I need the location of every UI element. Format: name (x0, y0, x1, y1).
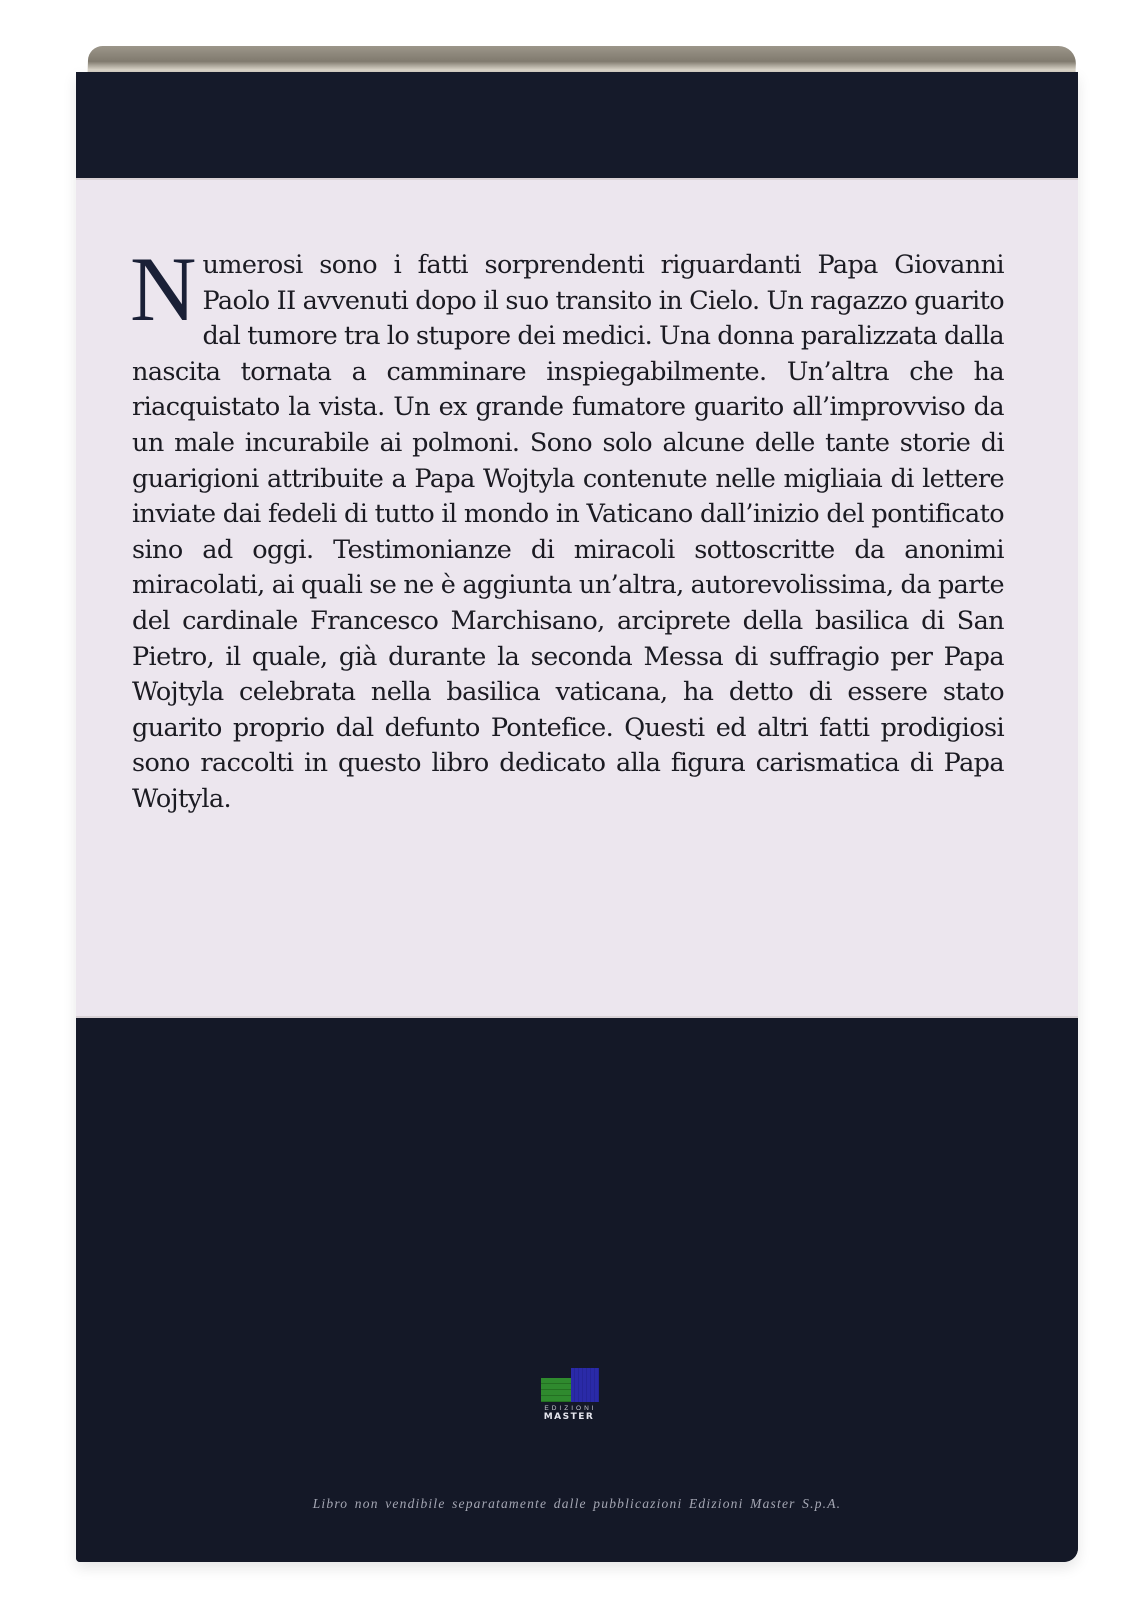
blurb-panel (76, 178, 1078, 1018)
top-color-band (76, 72, 1078, 178)
sale-disclaimer: Libro non vendibile separatamente dalle pubblicazioni Edizioni Master S.p.A. (312, 1496, 842, 1511)
publisher-logo (534, 1368, 604, 1422)
blurb-text (130, 238, 1004, 818)
blurb-body: umerosi sono i fatti sorprendenti riguardanti Papa Giovanni Paolo II avvenuti dopo il suo transito in Cielo. Un ragazzo guarito dal tumore tra lo stupore dei medici. Una donna paralizzata dalla nascita tornata a camminare inspiegabilmente. Un’altra che ha riacquistato la vista. Un ex grande fumatore guarito all’improvviso da un male incurabile ai polmoni. Sono solo alcune delle tante storie di guarigioni attribuite a Papa Wojtyla contenute nelle migliaia di lettere inviate dai fedeli di tutto il mondo in Vaticano dall’inizio del pontificato sino ad oggi. Testimonianze di miracoli sottoscritte da anonimi miracolati, ai quali se ne è aggiunta un’altra, autorevolissima, da parte del cardinale Francesco Marchisano, arciprete della basilica di San Pietro, il quale, già durante la seconda Messa di suffragio per Papa Wojtyla celebrata nella basilica vaticana, ha detto di essere stato guarito proprio dal defunto Pontefice. Questi ed altri fatti prodigiosi sono raccolti in questo libro dedicato alla figura carismatica di Papa Wojtyla. (132, 250, 1004, 814)
drop-cap-letter: N (130, 238, 197, 340)
logo-blue-block (571, 1368, 599, 1402)
book-back-cover (76, 72, 1078, 1562)
publisher-logo-name: MASTER (543, 1412, 595, 1422)
book-page-edges (88, 46, 1077, 74)
bottom-color-band (76, 1018, 1078, 1562)
publisher-logo-subtitle: EDIZIONI (544, 1405, 597, 1412)
edizioni-master-logo-icon (539, 1368, 599, 1402)
logo-green-block (541, 1378, 571, 1402)
